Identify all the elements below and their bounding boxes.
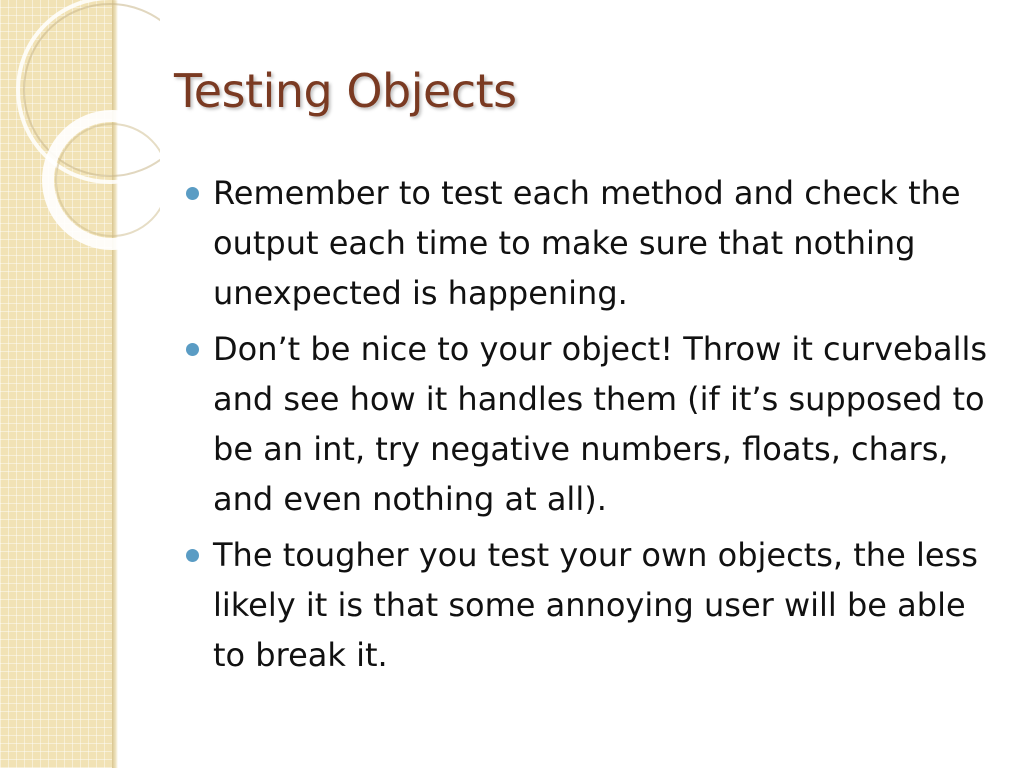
bullet-text: The tougher you test your own objects, the less likely it is that some annoying user will be able to break it.: [213, 536, 978, 674]
bullet-text: Remember to test each method and check the output each time to make sure that nothing unexpected is happening.: [213, 174, 961, 312]
bullet-item: [186, 530, 994, 680]
side-panel-edge: [112, 0, 118, 768]
decorative-side-panel: [0, 0, 112, 768]
slide-title: Testing Objects: [174, 64, 517, 118]
bullet-text: Don’t be nice to your object! Throw it curveballs and see how it handles them (if it’s supposed to be an int, try negative numbers, floats, chars, and even nothing at all).: [213, 330, 988, 518]
bullet-dot-icon: [186, 187, 199, 200]
bullet-item: [186, 324, 994, 524]
bullet-item: [186, 168, 994, 318]
bullet-list: [186, 168, 994, 686]
bullet-dot-icon: [186, 549, 199, 562]
bullet-dot-icon: [186, 343, 199, 356]
